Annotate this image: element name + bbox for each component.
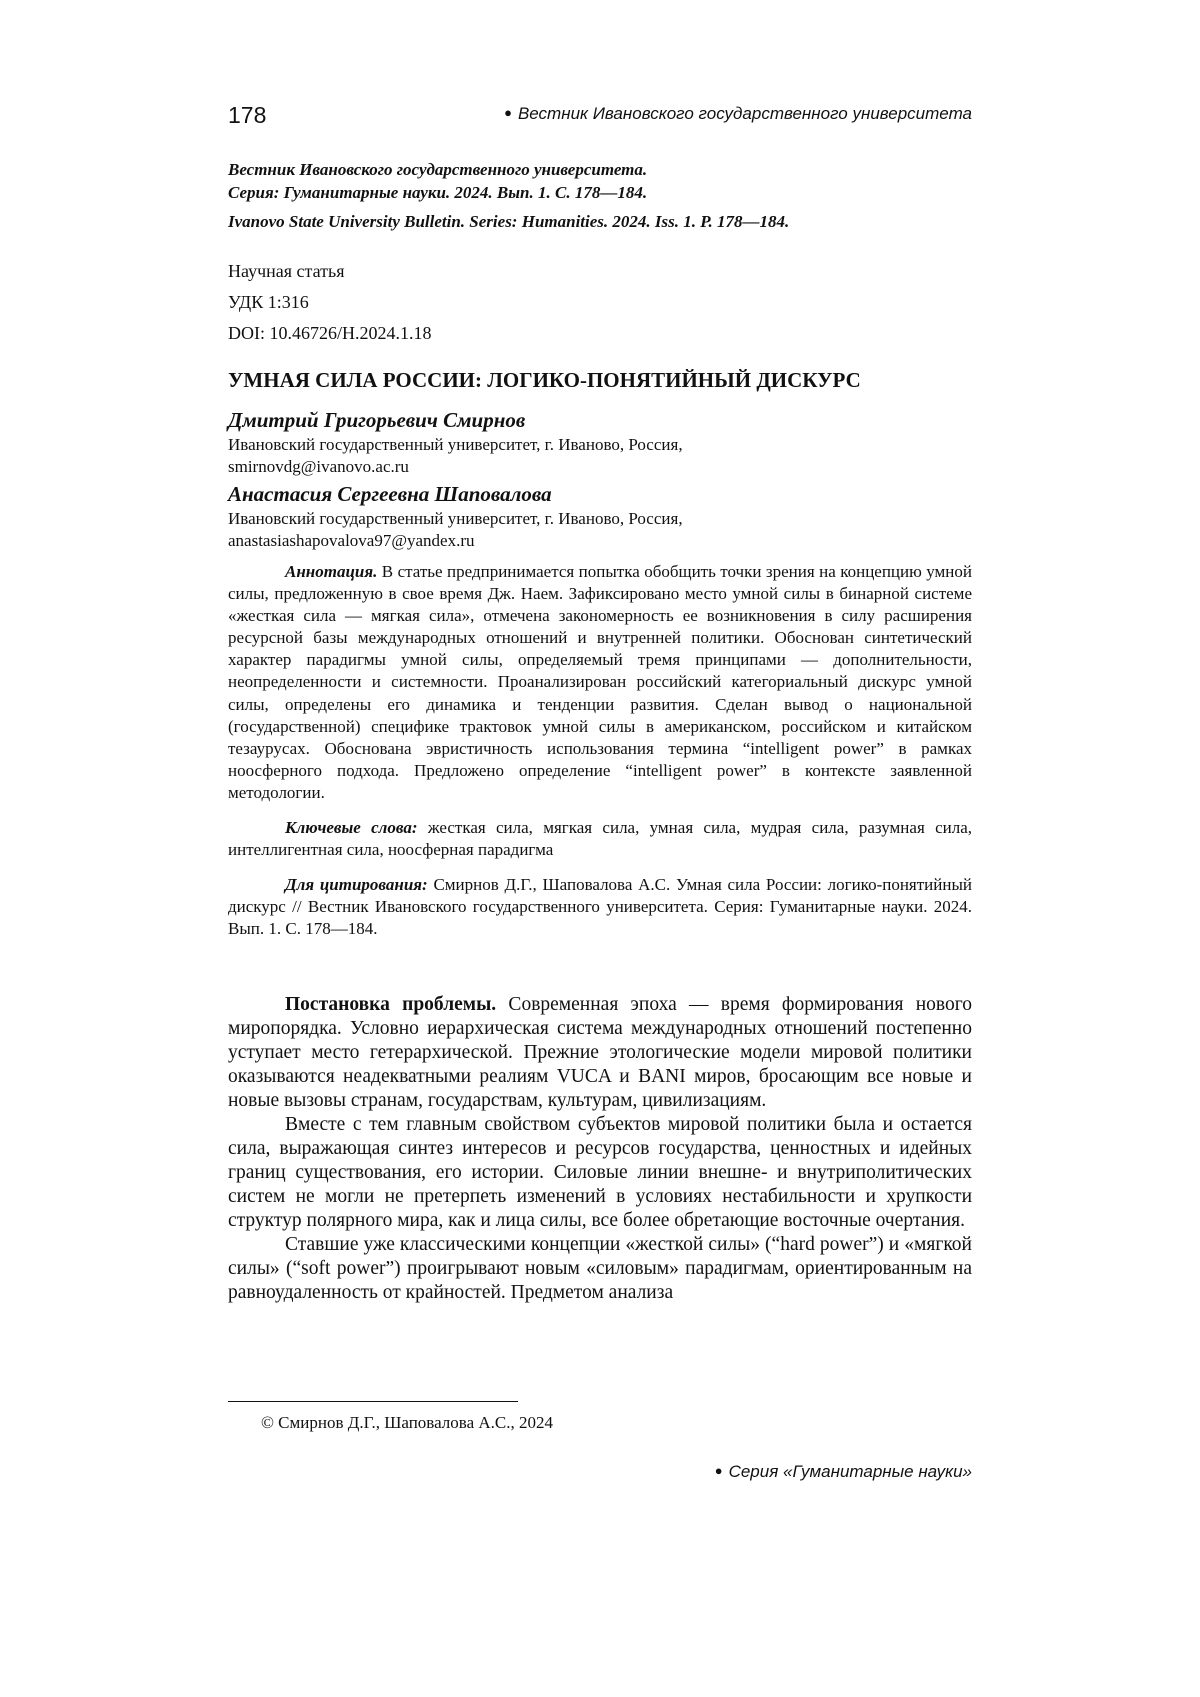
copyright-footnote: © Смирнов Д.Г., Шаповалова А.С., 2024 (261, 1413, 554, 1432)
author-name: Анастасия Сергеевна Шаповалова (228, 482, 552, 506)
keywords-label: Ключевые слова: (285, 818, 418, 838)
author-affiliation: Ивановский государственный университет, г. Иваново, Россия, (228, 509, 683, 528)
running-header (228, 100, 972, 134)
author-affiliation: Ивановский государственный университет, г. Иваново, Россия, (228, 435, 683, 454)
keywords (228, 817, 972, 861)
series-footer (715, 1462, 972, 1482)
cite-as-label: Для цитирования: (285, 875, 428, 895)
body-paragraph-text: Современная эпоха — время формирования нового миропорядка. Условно иерархическая система международных отношений постепенно уступает место гетерархической. Прежние этологические модели мировой политики оказываются неадекватными реалиям VUCA и BANI миров, бросающим все новые и новые вызовы странам, государствам, культурам, цивилизациям. (228, 994, 972, 1111)
cite-as-text: Смирнов Д.Г., Шаповалова А.С. Умная сила России: логико-понятийный дискурс // Вестник Ивановского государственного университета. Серия: Гуманитарные науки. 2024. Вып. 1. С. 178—184. (228, 875, 972, 939)
citation-en-line: Ivanovo State University Bulletin. Series: Humanities. 2024. Iss. 1. P. 178—184. (228, 212, 790, 231)
journal-running-title-text: Вестник Ивановского государственного университета (517, 104, 972, 123)
journal-running-title (504, 104, 972, 124)
bibliographic-citation (228, 158, 972, 233)
abstract-label: Аннотация. (285, 562, 378, 581)
article-type: Научная статья (228, 261, 345, 281)
page-number: 178 (228, 102, 267, 128)
abstract (228, 561, 972, 804)
bullet-icon: ● (504, 105, 512, 120)
cite-as (228, 874, 972, 940)
abstract-text: В статье предпринимается попытка обобщить точки зрения на концепцию умной силы, предложенную в свое время Дж. Наем. Зафиксировано место умной силы в бинарной системе «жесткая сила — мягкая сила», отмечена закономерность ее возникновения в силу расширения ресурсной базы международных отношений и внутренней политики. Обоснован синтетический характер парадигмы умной силы, определяемый тремя принципами — дополнительности, неопределенности и системности. Проанализирован российский категориальный дискурс умной силы, определены его динамика и тенденции развития. Сделан вывод о национальной (государственной) специфике трактовок умной силы в американском, российском и китайском тезаурусах. Обоснована эвристичность использования термина “intelligent power” в рамках ноосферного подхода. Предложено определение “intelligent power” в контексте заявленной методологии. (228, 562, 972, 802)
body-paragraph: Ставшие уже классическими концепции «жесткой силы» (“hard power”) и «мягкой силы» (“soft power”) проигрывают новым «силовым» парадигмам, ориентированным на равноудаленность от крайностей. Предметом анализа (228, 1234, 972, 1303)
author-entry (228, 406, 972, 478)
author-email: smirnovdg@ivanovo.ac.ru (228, 457, 409, 476)
keywords-text: жесткая сила, мягкая сила, умная сила, мудрая сила, разумная сила, интеллигентная сила, ноосферная парадигма (228, 818, 972, 860)
footnote-divider (228, 1401, 518, 1402)
article-title: УМНАЯ СИЛА РОССИИ: ЛОГИКО-ПОНЯТИЙНЫЙ ДИСКУРС (228, 368, 861, 392)
series-footer-text: Серия «Гуманитарные науки» (728, 1462, 972, 1481)
article-body (228, 993, 972, 1305)
citation-ru-line-1: Вестник Ивановского государственного университета. (228, 160, 648, 179)
udc-code: УДК 1:316 (228, 292, 309, 312)
author-list (228, 406, 972, 552)
author-email: anastasiashapovalova97@yandex.ru (228, 531, 475, 550)
article-metadata (228, 256, 432, 349)
body-paragraph: Вместе с тем главным свойством субъектов мировой политики была и остается сила, выражающая синтез интересов и ресурсов государства, ценностных и идейных границ существования, его истории. Силовые линии внешне- и внутриполитических систем не могли не претерпеть изменений в условиях нестабильности и хрупкости структур полярного мира, как и лица силы, все более обретающие восточные очертания. (228, 1114, 972, 1231)
bullet-icon: ● (714, 1463, 723, 1478)
body-paragraph (228, 993, 972, 1113)
author-entry (228, 480, 972, 552)
author-name: Дмитрий Григорьевич Смирнов (228, 408, 526, 432)
abstract-section (228, 561, 972, 941)
doi: DOI: 10.46726/H.2024.1.18 (228, 323, 432, 343)
section-lead: Постановка проблемы. (285, 994, 497, 1015)
citation-ru-line-2: Серия: Гуманитарные науки. 2024. Вып. 1. С. 178—184. (228, 183, 648, 202)
